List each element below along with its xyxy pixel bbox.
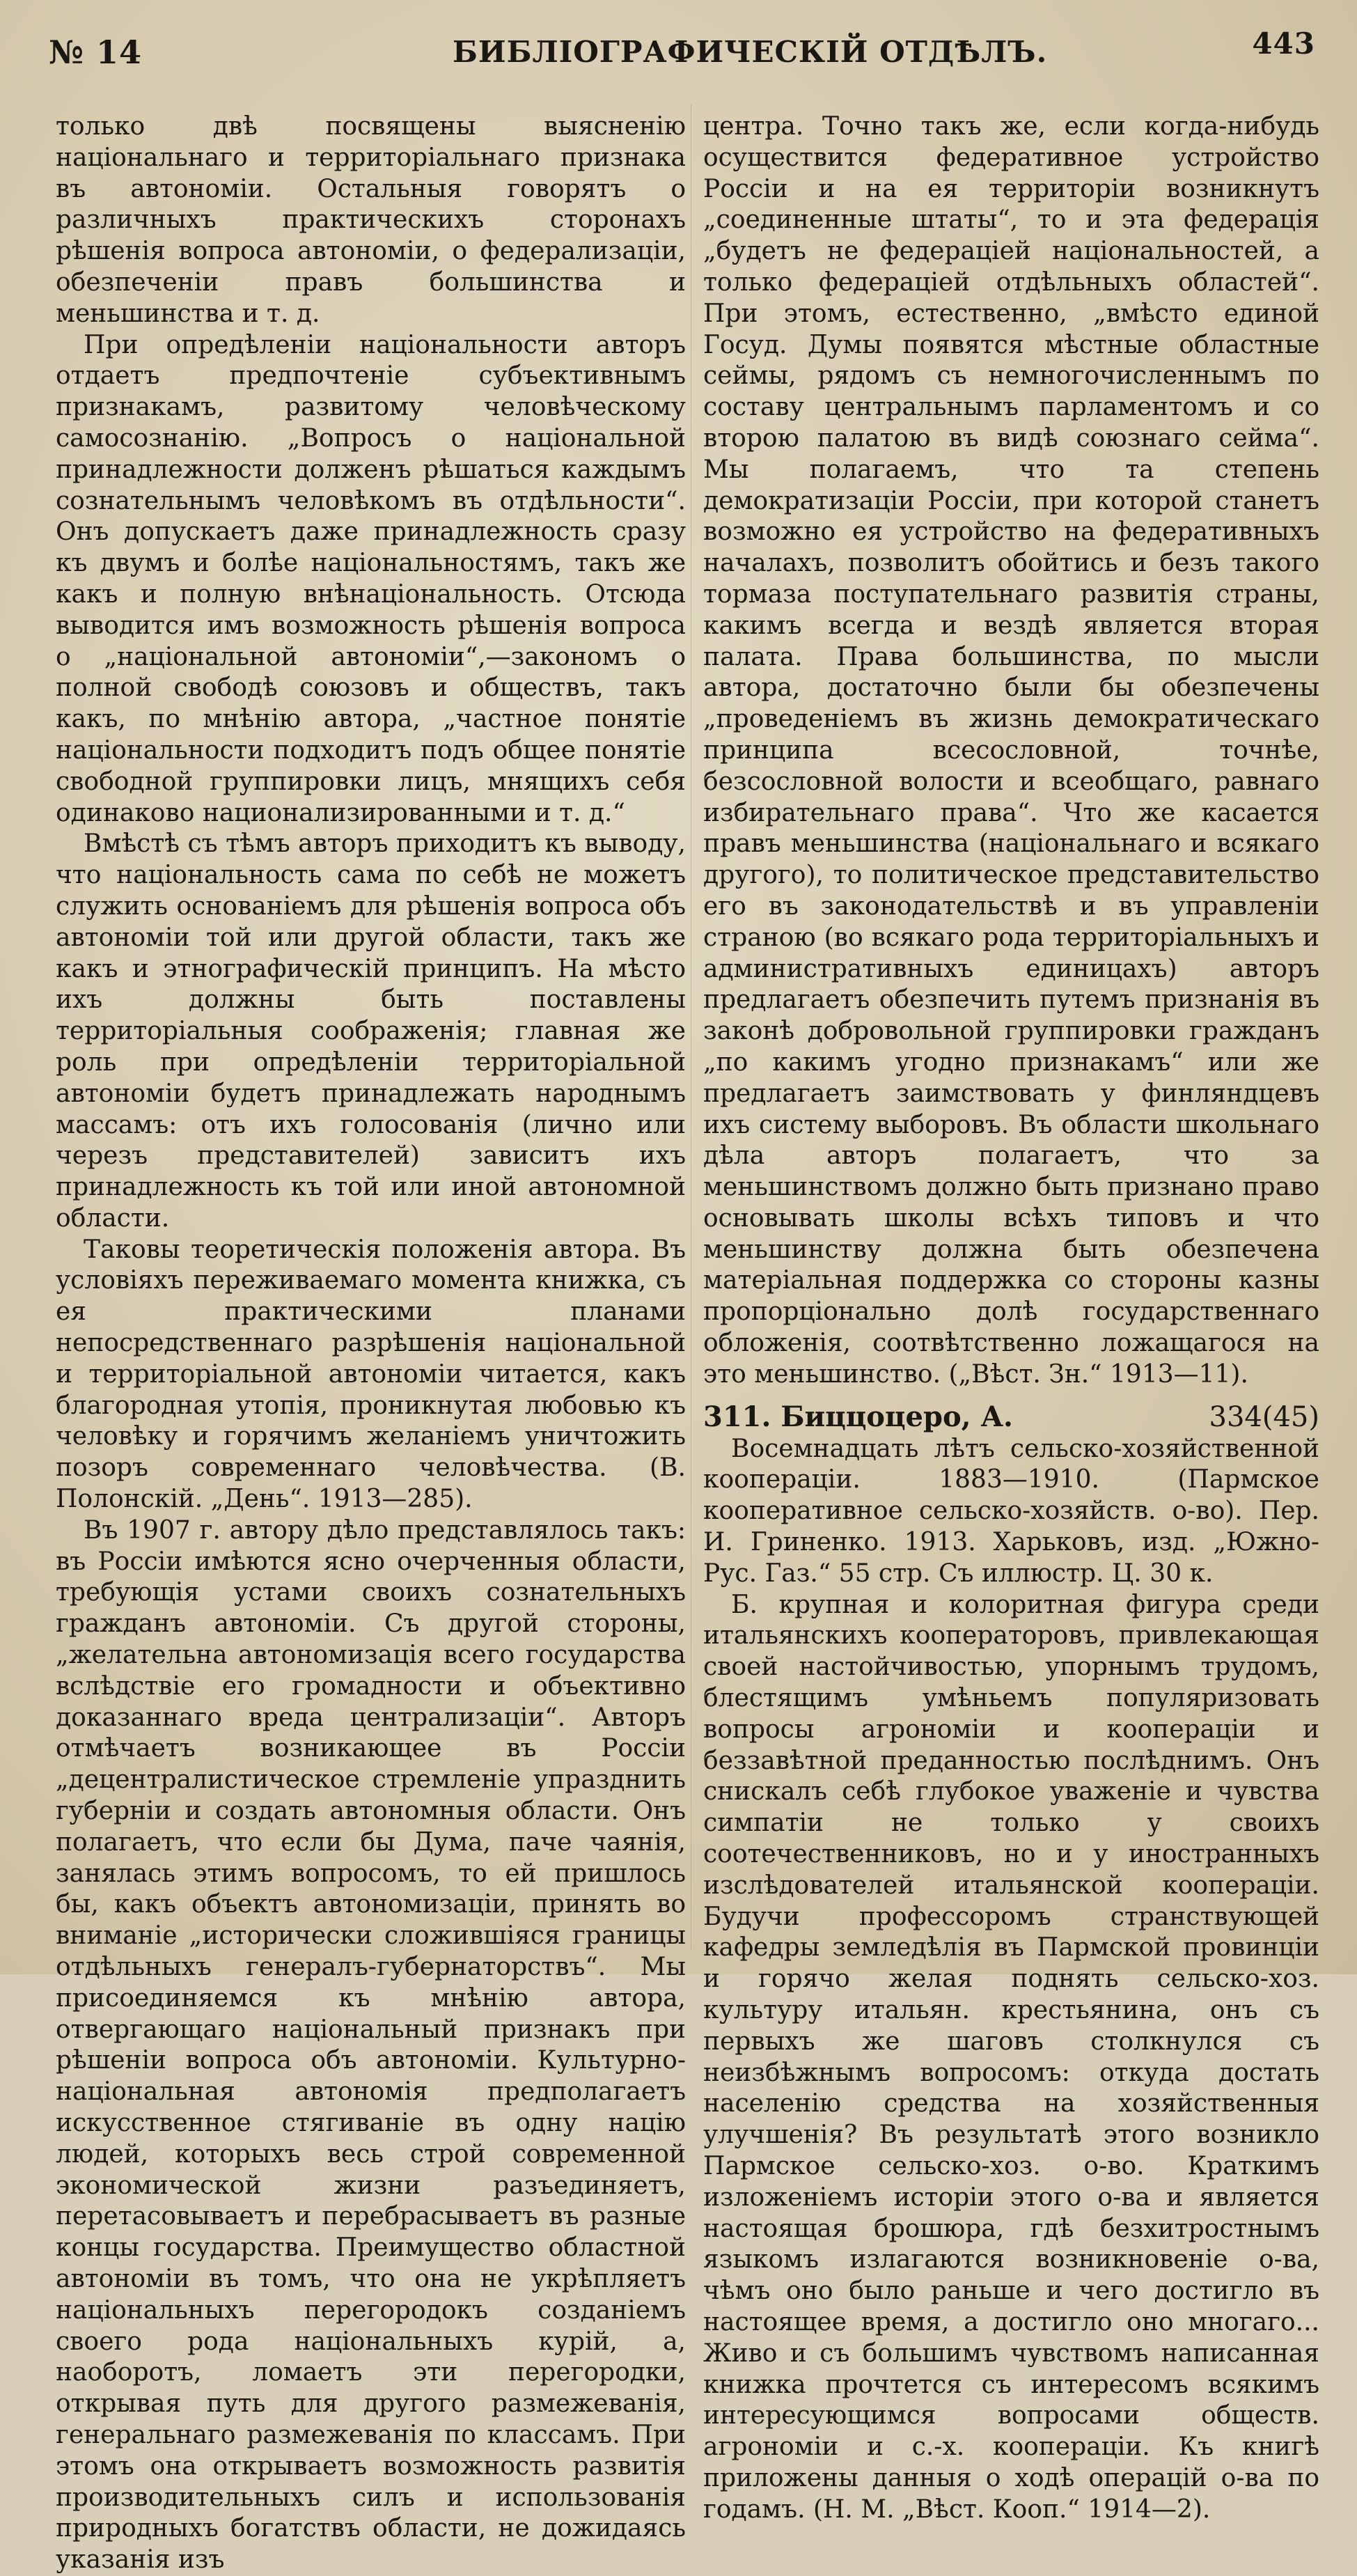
page-header (49, 26, 1315, 75)
right-column (703, 111, 1319, 2526)
paragraph: Въ 1907 г. автору дѣло представлялось такъ: въ Россіи имѣются ясно очерченныя области, требующія устами своихъ сознательныхъ гражданъ автономіи. Съ другой стороны, „желательна автономизація всего государства вслѣдствіе его громадности и объективно доказаннаго вреда централизаціи“. Авторъ отмѣчаетъ возникающее въ Россіи „децентралистическое стремленіе упразднить губерніи и создать автономныя области. Онъ полагаетъ, что если бы Дума, паче чаянія, занялась этимъ вопросомъ, то ей пришлось бы, какъ объектъ автономизаціи, принять во вниманіе „исторически сложившіяся границы отдѣльныхъ генералъ-губернаторствъ“. Мы присоединяемся къ мнѣнію автора, отвергающаго національный признакъ при рѣшеніи вопроса объ автономіи. Культурно-національная автономія предполагаетъ искусственное стягиваніе въ одну націю людей, которыхъ весь строй современной экономической жизни разъединяетъ, перетасовываетъ и перебрасываетъ въ разные концы государства. Преимущество областной автономіи въ томъ, что она не укрѣпляетъ національныхъ перегородокъ созданіемъ своего рода національныхъ курій, а, наоборотъ, ломаетъ эти перегородки, открывая путь для другого размежеванія, генеральнаго размежеванія по классамъ. При этомъ она открываетъ возможность развитія производительныхъ силъ и использованія природныхъ богатствъ области, не дожидаясь указанія изъ (56, 1515, 686, 2575)
paragraph: Вмѣстѣ съ тѣмъ авторъ приходитъ къ выводу, что національность сама по себѣ не можетъ служить основаніемъ для рѣшенія вопроса объ автономіи той или другой области, такъ же какъ и этнографическій принципъ. На мѣсто ихъ должны быть поставлены территоріальныя соображенія; главная же роль при опредѣленіи территоріальной автономіи будетъ принадлежать народнымъ массамъ: отъ ихъ голосованія (лично или черезъ представителей) зависитъ ихъ принадлежность къ той или иной автономной области. (56, 829, 686, 1233)
entry-review: Б. крупная и колоритная фигура среди итальянскихъ кооператоровъ, привлекающая своей настойчивостью, упорнымъ трудомъ, блестящимъ умѣньемъ популяризовать вопросы агрономіи и коопераціи и беззавѣтной преданностью послѣднимъ. Онъ снискалъ себѣ глубокое уваженіе и чувства симпатіи не только у своихъ соотечественниковъ, но и у иностранныхъ изслѣдователей итальянской коопераціи. Будучи профессоромъ странствующей кафедры земледѣлія въ Пармской провинціи и горячо желая поднять сельско-хоз. культуру итальян. крестьянина, онъ съ первыхъ же шаговъ столкнулся съ неизбѣжнымъ вопросомъ: откуда достать населенію средства на хозяйственныя улучшенія? Въ результатѣ этого возникло Пармское сельско-хоз. о-во. Краткимъ изложеніемъ исторіи этого о-ва и является настоящая брошюра, гдѣ безхитростнымъ языкомъ излагаются возникновеніе о-ва, чѣмъ оно было раньше и чего достигло въ настоящее время, а достигло оно многаго... Живо и съ большимъ чувствомъ написанная книжка прочтется съ интересомъ всякимъ интересующимся вопросами обществ. агрономіи и с.-х. коопераціи. Къ книгѣ приложены данныя о ходѣ операцій о-ва по годамъ. (Н. М. „Вѣст. Кооп.“ 1914—2). (703, 1590, 1319, 2524)
paragraph: центра. Точно такъ же, если когда-нибудь осуществится федеративное устройство Россіи и на ея территоріи возникнутъ „соединенные штаты“, то и эта федерація „будетъ не федераціей національностей, а только федераціей отдѣльныхъ областей“. При этомъ, естественно, „вмѣсто единой Госуд. Думы появятся мѣстные областные сеймы, рядомъ съ немногочисленнымъ по составу центральнымъ парламентомъ и со второю палатою въ видѣ союзнаго сейма“. Мы полагаемъ, что та степень демократизаціи Россіи, при которой станетъ возможно ея устройство на федеративныхъ началахъ, позволитъ обойтись и безъ такого тормаза поступательнаго развитія страны, какимъ всегда и вездѣ является вторая палата. Права большинства, по мысли автора, достаточно были бы обезпечены „проведеніемъ въ жизнь демократическаго принципа всесословной, точнѣе, безсословной волости и всеобщаго, равнаго избирательнаго права“. Что же касается правъ меньшинства (національнаго и всякаго другого), то политическое представительство его въ законодательствѣ и въ управленіи страною (во всякаго рода территоріальныхъ и административныхъ единицахъ) авторъ предлагаетъ обезпечить путемъ признанія въ законѣ добровольной группировки гражданъ „по какимъ угодно признакамъ“ или же предлагаетъ заимствовать у финляндцевъ ихъ систему выборовъ. Въ области школьнаго дѣла авторъ полагаетъ, что за меньшинствомъ должно быть признано право основывать школы всѣхъ типовъ и что меньшинству должна быть обезпечена матеріальная поддержка со стороны казны пропорціонально долѣ государственнаго обложенія, соотвѣтственно ложащагося на это меньшинство. („Вѣст. Зн.“ 1913—11). (703, 112, 1319, 1389)
page-number: 443 (1252, 26, 1315, 61)
left-column (56, 111, 686, 2576)
section-title: БИБЛІОГРАФИЧЕСКІЙ ОТДѢЛЪ. (453, 35, 1048, 69)
paragraph: При опредѣленіи національности авторъ отдаетъ предпочтеніе субъективнымъ признакамъ, развитому человѣческому самосознанію. „Вопросъ о національной принадлежности долженъ рѣшаться каждымъ сознательнымъ человѣкомъ въ отдѣльности“. Онъ допускаетъ даже принадлежность сразу къ двумъ и болѣе національностямъ, такъ же какъ и полную внѣнаціональность. Отсюда выводится имъ возможность рѣшенія вопроса о „національной автономіи“,—закономъ о полной свободѣ союзовъ и обществъ, такъ какъ, по мнѣнію автора, „частное понятіе національности подходитъ подъ общее понятіе свободной группировки лицъ, мнящихъ себя одинаково национализированными и т. д.“ (56, 330, 686, 827)
entry-classification-code: 334(45) (1209, 1400, 1319, 1433)
entry-number-author: 311. Биццоцеро, А. (703, 1400, 1013, 1433)
paragraph: Таковы теоретическія положенія автора. Въ условіяхъ переживаемаго момента книжка, съ ея практическими планами непосредственнаго разрѣшенія національной и территоріальной автономіи читается, какъ благородная утопія, проникнутая любовью къ человѣку и горячимъ желаніемъ уничтожить позоръ современнаго человѣчества. (В. Полонскій. „День“. 1913—285). (56, 1235, 686, 1514)
entry-description: Восемнадцать лѣтъ сельско-хозяйственной коопераціи. 1883—1910. (Пармское кооперативное сельско-хозяйств. о-во). Пер. И. Гриненко. 1913. Харьковъ, изд. „Южно-Рус. Газ.“ 55 стр. Съ иллюстр. Ц. 30 к. (703, 1434, 1319, 1588)
paragraph: только двѣ посвящены выясненію національнаго и территоріальнаго признака въ автономіи. Остальныя говорятъ о различныхъ практическихъ сторонахъ рѣшенія вопроса автономіи, о федерализаціи, обезпеченіи правъ большинства и меньшинства и т. д. (56, 112, 686, 328)
entry-heading (703, 1400, 1319, 1434)
issue-number: № 14 (49, 33, 143, 71)
